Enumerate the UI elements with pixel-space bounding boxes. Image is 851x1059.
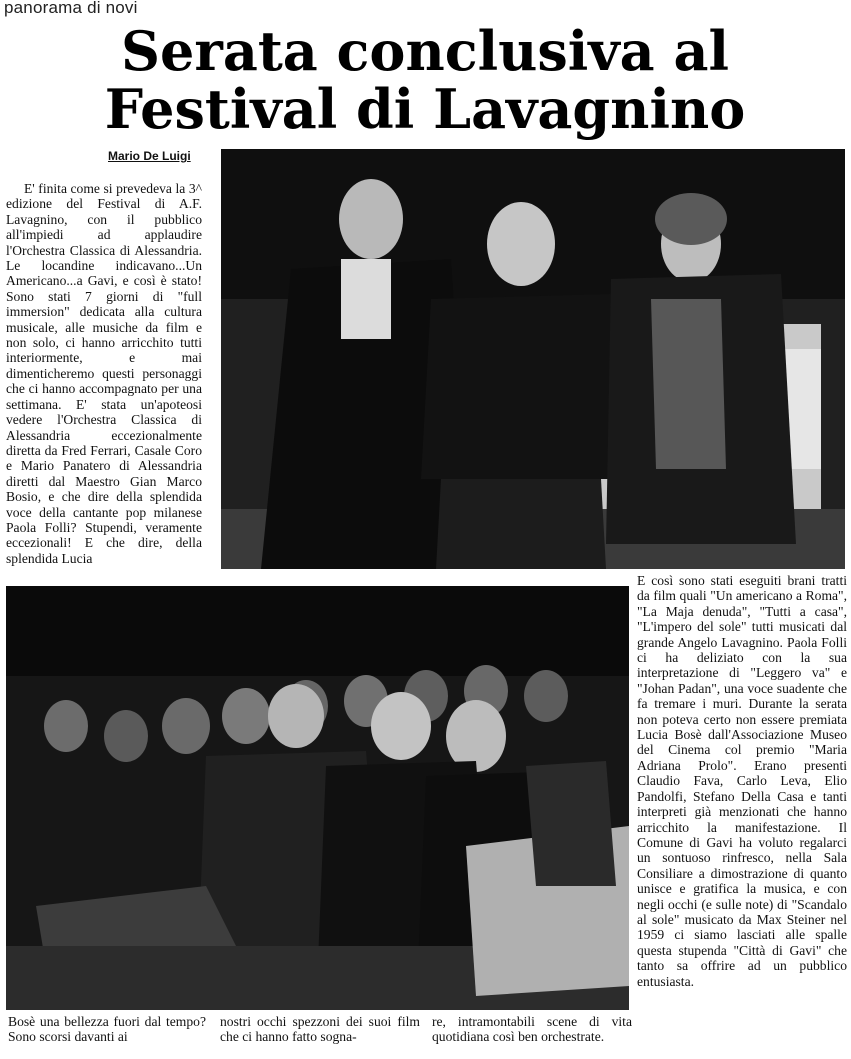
- article-text-fragment: Bosè una bellezza fuori dal tempo? Sono scorsi davanti ai: [8, 1014, 206, 1045]
- article-paragraph-right: E così sono stati eseguiti brani tratti da film quali "Un americano a Roma", "La Maja denuda", "Tutti a casa", "L'impero del sole" tutti musicati dal grande Angelo Lavagnino. Paola Folli ci ha deliziato con la sua interpretazione di "Leggero va" e "Johan Padan", una voce suadente che fa tremare i muri. Durante la serata non poteva certo non essere premiata Lucia Bosè dall'Associazione Museo del Cinema col premio "Maria Adriana Prolo". Erano presenti Claudio Fava, Carlo Leva, Elio Pandolfi, Stefano Della Casa e tanti interpreti già menzionati che hanno arricchito la manifestazione. Il Comune di Gavi ha voluto regalarci un sontuoso rinfresco, nella Sala Consiliare a dimostrazione di quanto unisce e gratifica la musica, e con negli occhi (e sulle note) di "Scandalo al sole" musicato da Max Steiner nel 1959 ci siamo lasciati alle spalle questa stupenda "Città di Gavi" che tanto sa offrire ad un pubblico entusiasta.: [637, 573, 847, 989]
- article-text-fragment: nostri occhi spezzoni dei suoi film che ci hanno fatto sogna-: [220, 1014, 420, 1045]
- audience-photo: [6, 586, 629, 1010]
- article-bottom-column-3: [432, 1014, 632, 1058]
- article-text-fragment: re, intramontabili scene di vita quotidiana così ben orchestrate.: [432, 1014, 632, 1045]
- article-paragraph: E' finita come si prevedeva la 3^ edizione del Festival di A.F. Lavagnino, con il pubblico all'impiedi ad applaudire l'Orchestra Classica di Alessandria. Le locandine indicavano...Un Americano...a Gavi, e così è stato! Sono stati 7 giorni di "full immersion" dedicata alla cultura musicale, alle musiche da film e non solo, ci hanno arricchito tutti interiormente, e mai dimenticheremo questi personaggi che ci hanno accompagnato per una settimana. E' stata un'apoteosi vedere l'Orchestra Classica di Alessandria eccezionalmente diretta da Fred Ferrari, Casale Coro e Mario Panatero di Alessandria diretti dal Maestro Gian Marco Bosio, e che dire della splendida voce della cantante pop milanese Paola Folli? Stupendi, veramente eccezionali! E che dire, della splendida Lucia: [6, 181, 202, 566]
- article-column-right: [637, 573, 847, 1053]
- article-bottom-column-2: [220, 1014, 420, 1058]
- headline-line-2: Festival di Lavagnino: [104, 77, 746, 141]
- stage-photo: [221, 149, 845, 569]
- section-label: panorama di novi: [4, 0, 138, 17]
- headline: [10, 19, 840, 141]
- byline: Mario De Luigi: [108, 149, 191, 163]
- article-column-left: [6, 181, 202, 569]
- article-bottom-column-1: [8, 1014, 206, 1058]
- headline-line-1: Serata conclusiva al: [121, 19, 729, 83]
